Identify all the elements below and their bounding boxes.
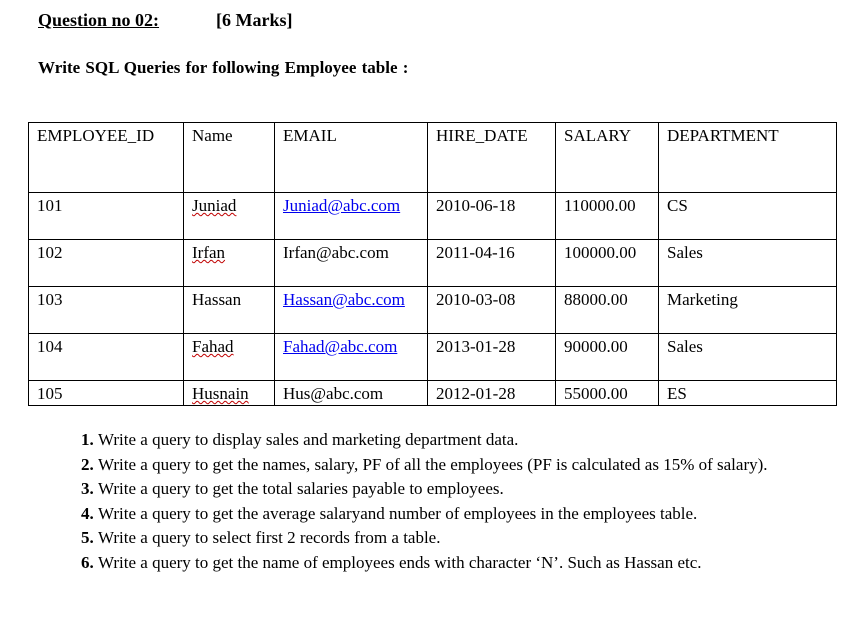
cell-salary: 55000.00 [556,381,659,406]
list-item: 6. Write a query to get the name of employees ends with character ‘N’. Such as Hassan etc. [98,551,843,576]
cell-email[interactable] [275,193,428,240]
table-row [29,193,837,240]
cell-name: Fahad [184,334,275,381]
list-item: 3. Write a query to get the total salaries payable to employees. [98,477,843,502]
cell-name: Juniad [184,193,275,240]
table-row [29,334,837,381]
table-row [29,287,837,334]
cell-hire-date: 2011-04-16 [428,240,556,287]
cell-department: Sales [659,334,837,381]
cell-id: 102 [29,240,184,287]
cell-id: 105 [29,381,184,406]
cell-department: Sales [659,240,837,287]
cell-email: Irfan@abc.com [275,240,428,287]
instruction-text: Write SQL Queries for following Employee table : [38,58,409,77]
email-link[interactable]: Hassan@abc.com [283,290,405,309]
cell-hire-date: 2013-01-28 [428,334,556,381]
cell-hire-date: 2010-03-08 [428,287,556,334]
table-row [29,240,837,287]
header-hire-date: HIRE_DATE [428,123,556,193]
cell-salary: 100000.00 [556,240,659,287]
header-salary: SALARY [556,123,659,193]
cell-department: ES [659,381,837,406]
cell-email[interactable] [275,334,428,381]
cell-id: 103 [29,287,184,334]
list-item: 1. Write a query to display sales and marketing department data. [98,428,843,453]
cell-email: Hus@abc.com [275,381,428,406]
email-link[interactable]: Juniad@abc.com [283,196,401,215]
cell-hire-date: 2012-01-28 [428,381,556,406]
header-email: EMAIL [275,123,428,193]
cell-salary: 88000.00 [556,287,659,334]
cell-department: Marketing [659,287,837,334]
employee-table [28,122,837,406]
cell-salary: 90000.00 [556,334,659,381]
email-link[interactable]: Fahad@abc.com [283,337,398,356]
question-number: Question no 02: [38,10,160,30]
list-item: 5. Write a query to select first 2 records from a table. [98,526,843,551]
header-name: Name [184,123,275,193]
cell-id: 101 [29,193,184,240]
question-heading [38,10,293,31]
cell-department: CS [659,193,837,240]
cell-hire-date: 2010-06-18 [428,193,556,240]
cell-salary: 110000.00 [556,193,659,240]
cell-name: Husnain [184,381,275,406]
list-item: 4. Write a query to get the average salaryand number of employees in the employees table. [98,502,843,527]
cell-id: 104 [29,334,184,381]
cell-name: Irfan [184,240,275,287]
header-department: DEPARTMENT [659,123,837,193]
question-marks: [6 Marks] [216,10,293,30]
list-item: 2. Write a query to get the names, salary, PF of all the employees (PF is calculated as 15% of salary). [98,453,843,478]
cell-name: Hassan [184,287,275,334]
cell-email[interactable] [275,287,428,334]
table-row [29,381,837,406]
question-list [64,428,843,575]
header-employee-id: EMPLOYEE_ID [29,123,184,193]
table-header-row [29,123,837,193]
